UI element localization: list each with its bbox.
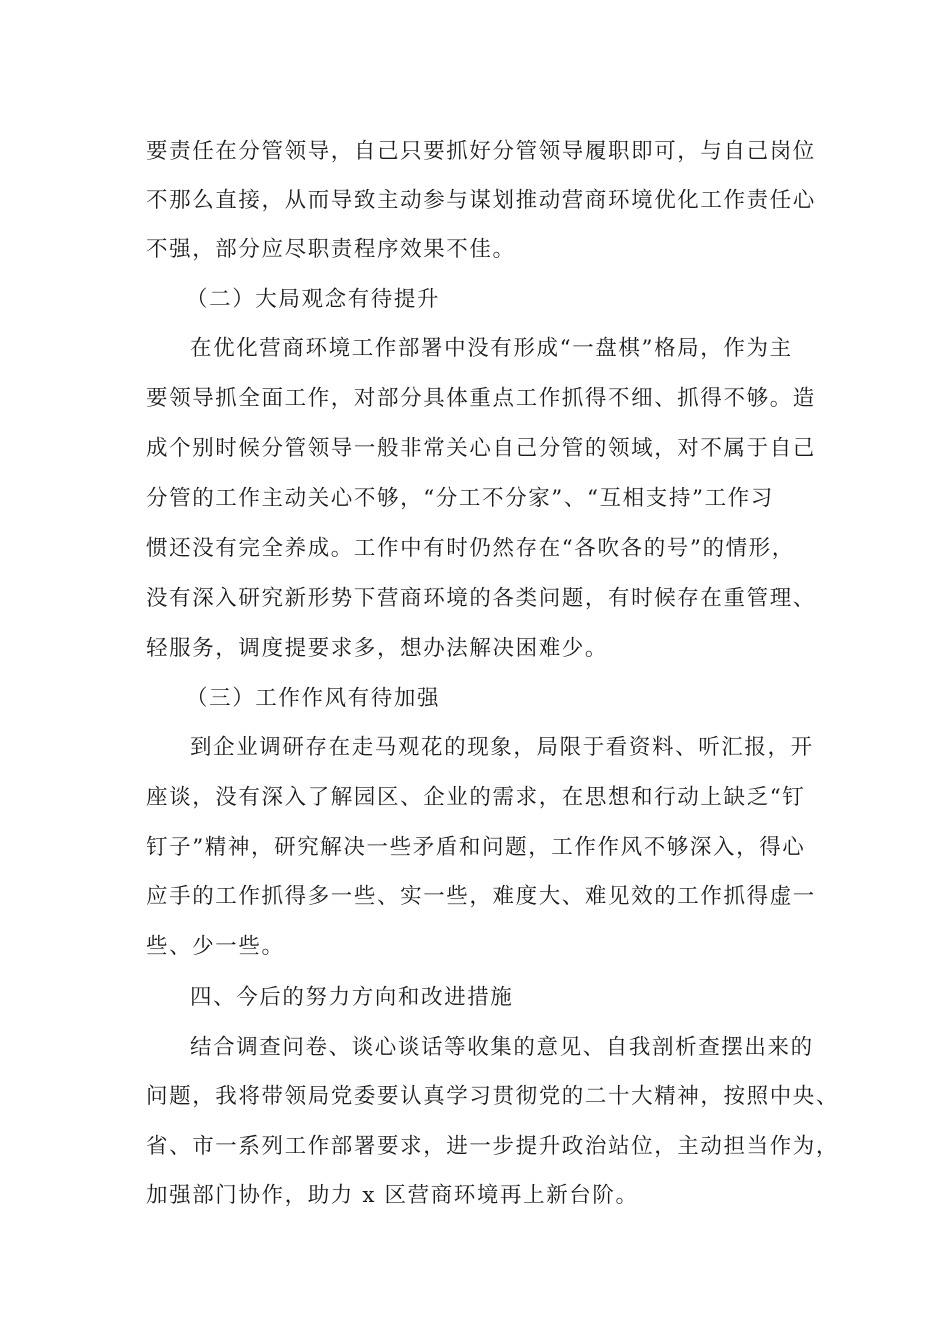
text-line: 不强，部分应尽职责程序效果不佳。 <box>146 237 516 262</box>
text-line: 到企业调研存在走马观花的现象，局限于看资料、听汇报，开 <box>190 735 814 760</box>
text-line: 轻服务，调度提要求多，想办法解决困难少。 <box>146 636 609 661</box>
text-line: 钉子”精神，研究解决一些矛盾和问题，工作作风不够深入，得心 <box>146 835 806 860</box>
text-line: 要责任在分管领导，自己只要抓好分管领导履职即可，与自己岗位 <box>146 139 816 164</box>
text-line: 不那么直接，从而导致主动参与谋划推动营商环境优化工作责任心 <box>146 188 816 213</box>
text-line: 省、市一系列工作部署要求，进一步提升政治站位，主动担当作为， <box>146 1134 840 1159</box>
text-line: 没有深入研究新形势下营商环境的各类问题，有时候存在重管理、 <box>146 586 816 611</box>
section-heading: （三）工作作风有待加强 <box>186 686 441 711</box>
text-line: 要领导抓全面工作，对部分具体重点工作抓得不细、抓得不够。造 <box>146 386 816 411</box>
text-line: 问题，我将带领局党委要认真学习贯彻党的二十大精神，按照中央、 <box>146 1084 840 1109</box>
text-line: 结合调查问卷、谈心谈话等收集的意见、自我剖析查摆出来的 <box>190 1035 814 1060</box>
section-heading: （二）大局观念有待提升 <box>186 287 441 312</box>
text-line: 座谈，没有深入了解园区、企业的需求，在思想和行动上缺乏“钉 <box>146 785 806 810</box>
text-line: 应手的工作抓得多一些、实一些，难度大、难见效的工作抓得虚一 <box>146 884 816 909</box>
text-line: 加强部门协作，助力 x 区营商环境再上新台阶。 <box>146 1183 639 1208</box>
section-heading: 四、今后的努力方向和改进措施 <box>190 985 514 1010</box>
text-line: 在优化营商环境工作部署中没有形成“一盘棋”格局，作为主 <box>190 336 793 361</box>
text-line: 成个别时候分管领导一般非常关心自己分管的领域，对不属于自己 <box>146 436 816 461</box>
text-line: 分管的工作主动关心不够，“分工不分家”、“互相支持”工作习 <box>146 486 774 511</box>
text-line: 些、少一些。 <box>146 934 285 959</box>
text-line: 惯还没有完全养成。工作中有时仍然存在“各吹各的号”的情形， <box>146 536 795 561</box>
